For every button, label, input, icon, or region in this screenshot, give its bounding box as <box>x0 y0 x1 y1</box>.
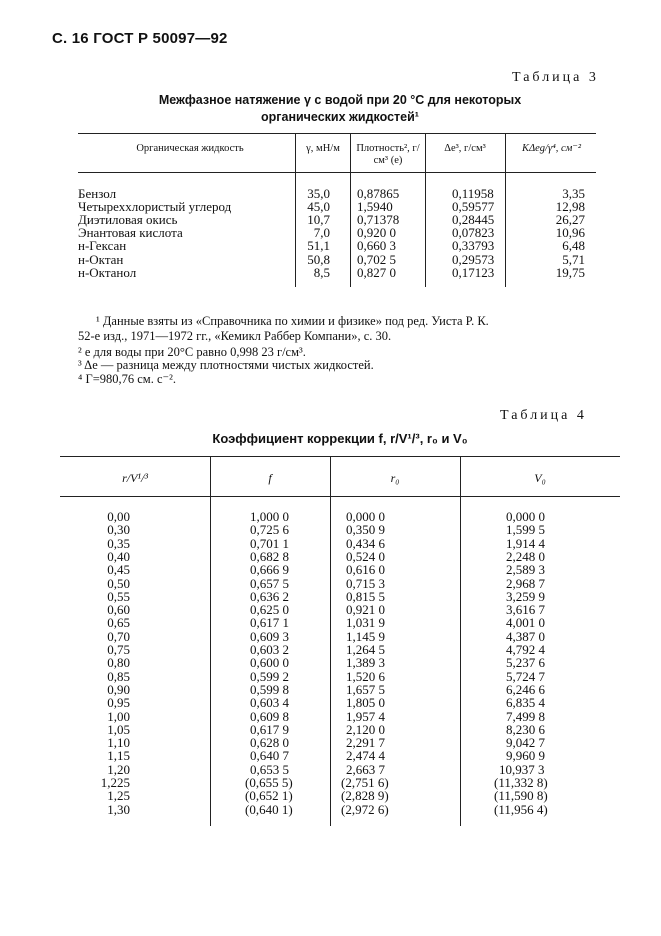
table4-top-rule <box>60 456 620 457</box>
table4-cell-f: 0,599 2 <box>250 668 289 684</box>
table4-cell-rv: 0,65 <box>107 615 130 631</box>
table3-cell-density: 0,87865 <box>357 186 400 201</box>
table3-title-line1: Межфазное натяжение γ с водой при 20 °C для некоторых <box>158 93 522 107</box>
table3-cell-liquid: Энантовая кислота <box>78 225 183 241</box>
table3-col-divider-3 <box>425 133 426 287</box>
table4-cell-f: 0,636 2 <box>250 588 289 604</box>
table3-cell-density: 1,5940 <box>357 199 393 215</box>
table4-cell-f: 0,603 2 <box>250 642 289 657</box>
table4-cell-rv: 1,25 <box>107 788 130 804</box>
table4-cell-r0: 1,389 3 <box>346 655 385 671</box>
table3-cell-liquid: Диэтиловая окись <box>78 212 178 228</box>
table4-cell-v0: 6,246 6 <box>506 681 545 697</box>
table3-cell-k: 6,48 <box>562 238 585 254</box>
table4-cell-v0: 2,248 0 <box>506 548 545 564</box>
table4-cell-v0: 8,230 6 <box>506 721 545 737</box>
table3-cell-gamma: 8,5 <box>313 264 330 280</box>
table4-cell-rv: 1,00 <box>107 708 130 724</box>
page-header: С. 16 ГОСТ Р 50097—92 <box>52 30 228 47</box>
table4-cell-v0: 9,042 7 <box>506 735 545 751</box>
table4-cell-v0: 7,499 8 <box>506 708 545 724</box>
table4-cell-rv: 0,95 <box>107 695 130 711</box>
table4-title: Коэффициент коррекции f, r/V¹/³, r₀ и V₀ <box>212 431 468 446</box>
table3-cell-density: 0,702 5 <box>357 251 396 267</box>
table4-cell-f: 0,600 0 <box>250 655 289 671</box>
table4-cell-r0: 1,264 5 <box>346 642 385 657</box>
table3-cell-k: 19,75 <box>555 264 585 280</box>
table4-cell-v0: 4,001 0 <box>506 615 545 631</box>
table3-header-delta: Δe³, г/см³ <box>444 143 486 154</box>
table4-cell-v0: 5,724 7 <box>506 668 545 684</box>
table4-cell-r0: 0,524 0 <box>346 548 385 564</box>
table3-title <box>90 92 590 126</box>
table4-col-divider-1 <box>210 456 211 826</box>
table4-cell-r0: 0,350 9 <box>346 522 385 538</box>
table4-cell-rv: 0,80 <box>107 655 130 671</box>
table4-cell-rv: 1,30 <box>107 801 130 817</box>
table4-cell-rv: 0,40 <box>107 548 130 564</box>
table4-cell-r0: 2,663 7 <box>346 761 385 777</box>
table4-header-rule <box>60 496 620 497</box>
table4-header-rv: r/V¹/³ <box>122 471 148 485</box>
table4-cell-f: 0,682 8 <box>250 548 289 564</box>
table4-header-r0: r₀ <box>390 471 400 485</box>
table4-cell-f: 0,609 8 <box>250 708 289 724</box>
table4-cell-v0: 4,792 4 <box>506 642 545 657</box>
table4-cell-f: 0,617 9 <box>250 721 289 737</box>
table4-cell-rv: 0,00 <box>107 509 130 524</box>
table4-cell-v0: 3,616 7 <box>506 602 545 618</box>
table4-cell-f: 0,609 3 <box>250 628 289 644</box>
table4-cell-f: 0,657 5 <box>250 575 289 591</box>
table4-cell-f: 0,701 1 <box>250 535 289 551</box>
table3-header-k: KΔeg/γ⁴, см⁻² <box>521 143 582 154</box>
table4-cell-rv: 0,70 <box>107 628 130 644</box>
table4-cell-v0: (11,332 8) <box>494 775 548 790</box>
table4-cell-rv: 0,55 <box>107 588 130 604</box>
footnote-2: 52-е изд., 1971—1972 гг., «Кемикл Раббер Компани», с. 30. <box>78 329 392 343</box>
table4-cell-rv: 1,15 <box>107 748 130 764</box>
table3-cell-density: 0,920 0 <box>357 225 396 241</box>
table4-cell-r0: 0,715 3 <box>346 575 385 591</box>
table4-cell-r0: 0,815 5 <box>346 588 385 604</box>
table3-cell-k: 10,96 <box>555 225 585 241</box>
table4-cell-v0: 10,937 3 <box>499 761 545 777</box>
table3-label: Таблица 3 <box>512 70 599 85</box>
table4-cell-r0: 0,000 0 <box>346 509 385 524</box>
table4-cell-r0: 1,805 0 <box>346 695 385 711</box>
table3-cell-delta: 0,28445 <box>452 212 495 228</box>
table3-cell-k: 5,71 <box>562 251 585 267</box>
table4-cell-rv: 0,50 <box>107 575 130 591</box>
table4-cell-rv: 0,35 <box>107 535 130 551</box>
table4-cell-r0: 0,616 0 <box>346 562 385 578</box>
table4-cell-f: 0,725 6 <box>250 522 289 538</box>
table3-cell-density: 0,827 0 <box>357 264 396 280</box>
table4-cell-v0: 2,968 7 <box>506 575 545 591</box>
table3-cell-delta: 0,11958 <box>452 186 494 201</box>
table4-cell-r0: 1,957 4 <box>346 708 385 724</box>
table3-cell-k: 3,35 <box>562 186 585 201</box>
table4-cell-r0: 0,921 0 <box>346 602 385 618</box>
table4-cell-v0: 1,914 4 <box>506 535 545 551</box>
table3-col-divider-2 <box>350 133 351 287</box>
table4-cell-r0: (2,972 6) <box>341 801 389 817</box>
table4-cell-v0: (11,590 8) <box>494 788 548 804</box>
table4-cell-f: 0,628 0 <box>250 735 289 751</box>
table3-cell-delta: 0,33793 <box>452 238 495 254</box>
table4-col-divider-3 <box>460 456 461 826</box>
table3-cell-gamma: 35,0 <box>307 186 330 201</box>
table4-cell-f: 0,603 4 <box>250 695 289 711</box>
table3-cell-delta: 0,59577 <box>452 199 495 215</box>
table4-cell-rv: 0,90 <box>107 681 130 697</box>
table3-cell-gamma: 45,0 <box>307 199 330 215</box>
table3-top-rule <box>78 133 596 134</box>
table3-cell-delta: 0,17123 <box>452 264 495 280</box>
table3-header-liquid: Органическая жидкость <box>136 143 244 154</box>
table4-cell-v0: 4,387 0 <box>506 628 545 644</box>
table4-cell-rv: 0,45 <box>107 562 130 578</box>
table4-cell-rv: 1,225 <box>100 775 130 790</box>
table4-cell-v0: 3,259 9 <box>506 588 545 604</box>
table4-col-divider-2 <box>330 456 331 826</box>
table4-cell-rv: 0,30 <box>107 522 130 538</box>
table4-cell-rv: 0,75 <box>107 642 130 657</box>
table3-cell-gamma: 10,7 <box>307 212 330 228</box>
table4-cell-v0: 2,589 3 <box>506 562 545 578</box>
table3-cell-gamma: 7,0 <box>313 225 330 241</box>
table4-cell-r0: (2,751 6) <box>341 775 389 790</box>
table3-cell-density: 0,71378 <box>357 212 400 228</box>
footnote-5: ⁴ Г=980,76 см. с⁻². <box>78 372 176 386</box>
table4-header-v0: V₀ <box>534 471 546 485</box>
footnote-3: ² e для воды при 20°С равно 0,998 23 г/см³. <box>78 345 306 359</box>
table4-cell-rv: 0,60 <box>107 602 130 618</box>
table4-cell-rv: 1,10 <box>107 735 130 751</box>
table4-cell-f: (0,655 5) <box>245 775 293 790</box>
table3-cell-liquid: Четыреххлористый углерод <box>78 199 232 215</box>
table4-cell-v0: 0,000 0 <box>506 509 545 524</box>
table4-cell-r0: 1,657 5 <box>346 681 385 697</box>
table4-cell-v0: 1,599 5 <box>506 522 545 538</box>
table3-cell-liquid: н-Гексан <box>78 238 127 254</box>
table3-title-line2: органических жидкостей¹ <box>261 110 419 124</box>
table4-cell-v0: 5,237 6 <box>506 655 545 671</box>
table4-cell-v0: 9,960 9 <box>506 748 545 764</box>
table4-cell-r0: (2,828 9) <box>341 788 389 804</box>
table3-cell-liquid: Бензол <box>78 186 117 201</box>
table4-cell-r0: 0,434 6 <box>346 535 385 551</box>
table3-cell-gamma: 51,1 <box>307 238 330 254</box>
table3-cell-delta: 0,29573 <box>452 251 495 267</box>
table4-header-f: f <box>268 471 272 485</box>
table3-cell-liquid: н-Октанол <box>78 264 137 280</box>
table4-cell-rv: 0,85 <box>107 668 130 684</box>
table4-cell-r0: 2,120 0 <box>346 721 385 737</box>
table3-cell-k: 12,98 <box>555 199 585 215</box>
table4-cell-f: 0,599 8 <box>250 681 289 697</box>
table4-cell-rv: 1,20 <box>107 761 130 777</box>
table4-cell-rv: 1,05 <box>107 721 130 737</box>
table4-cell-f: (0,640 1) <box>245 801 293 817</box>
table3-cell-k: 26,27 <box>555 212 585 228</box>
table3-cell-delta: 0,07823 <box>452 225 495 241</box>
table4-cell-v0: 6,835 4 <box>506 695 545 711</box>
table3-cell-gamma: 50,8 <box>307 251 330 267</box>
table4-cell-f: 0,640 7 <box>250 748 289 764</box>
table4-cell-v0: (11,956 4) <box>494 801 548 817</box>
table3-header-rule <box>78 172 596 173</box>
table4-cell-r0: 2,291 7 <box>346 735 385 751</box>
table4-label: Таблица 4 <box>500 408 587 423</box>
table4-cell-f: 0,666 9 <box>250 562 289 578</box>
table4-cell-f: (0,652 1) <box>245 788 293 804</box>
table4-cell-r0: 1,145 9 <box>346 628 385 644</box>
table3-header-density: Плотность², г/см³ (e) <box>356 143 420 166</box>
table4-cell-f: 1,000 0 <box>250 509 289 524</box>
footnote-4: ³ Δe — разница между плотностями чистых жидкостей. <box>78 358 374 372</box>
table3-cell-density: 0,660 3 <box>357 238 396 254</box>
footnote-1: ¹ Данные взяты из «Справочника по химии и физике» под ред. Уиста Р. К. <box>96 314 489 328</box>
table3-header-gamma: γ, мН/м <box>306 143 340 154</box>
table4-cell-f: 0,653 5 <box>250 761 289 777</box>
table4-cell-r0: 2,474 4 <box>346 748 385 764</box>
table3-col-divider-4 <box>505 133 506 287</box>
table3-cell-liquid: н-Октан <box>78 251 124 267</box>
table4-cell-r0: 1,520 6 <box>346 668 385 684</box>
table4-cell-f: 0,625 0 <box>250 602 289 618</box>
table4-cell-f: 0,617 1 <box>250 615 289 631</box>
table4-cell-r0: 1,031 9 <box>346 615 385 631</box>
